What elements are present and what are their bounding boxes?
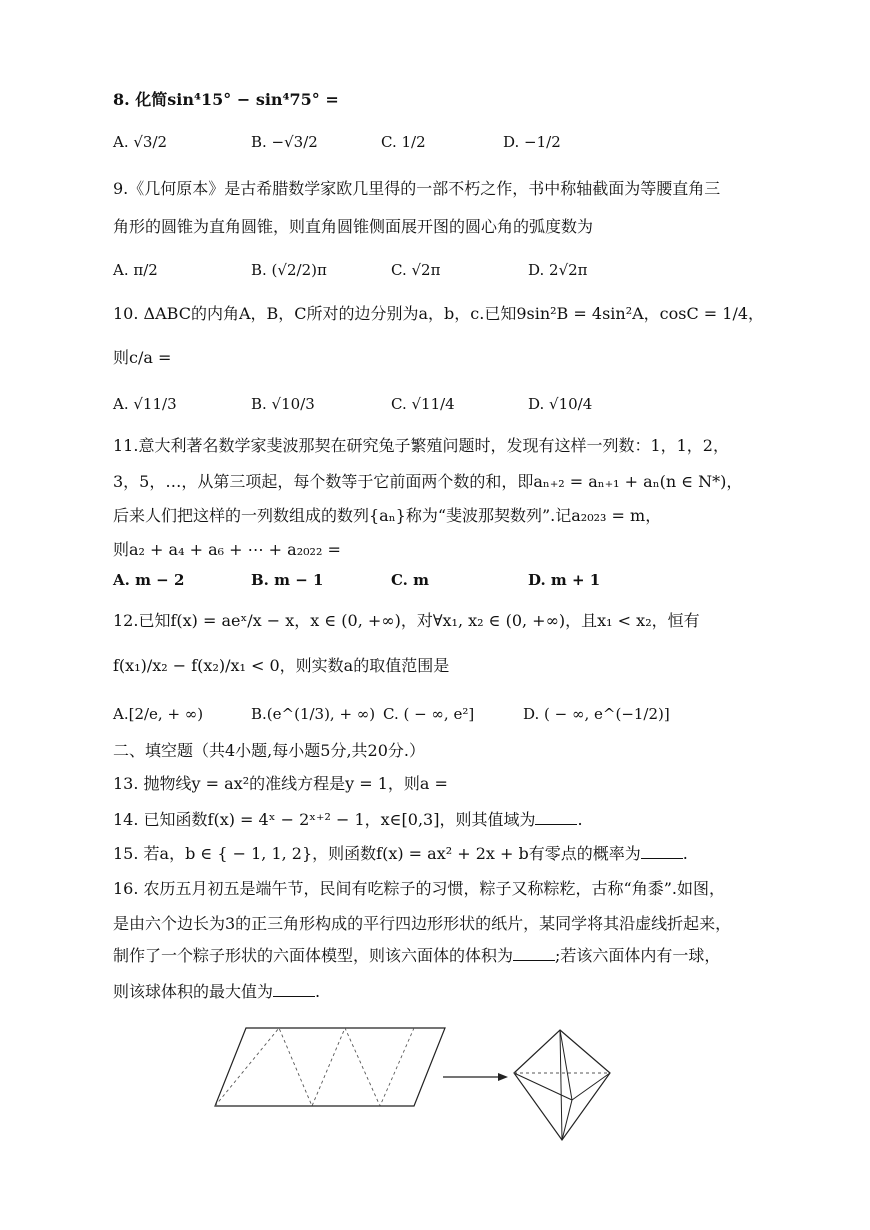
q16-stem-part-b: ;若该六面体内有一球， [555,946,721,965]
q16-figure [200,1020,620,1150]
q12-option-c: C. ( − ∞, e²] [383,705,475,723]
q11-option-a: A. m − 2 [113,571,185,589]
q11-option-d: D. m + 1 [528,571,601,589]
q16-stem-line-4-text: 则该球体积的最大值为 [113,982,274,1001]
q8-option-a: A. √3/2 [113,133,168,151]
q8-option-b: B. −√3/2 [251,133,318,151]
q9-stem-line-1: 9.《几何原本》是古希腊数学家欧几里得的一部不朽之作，书中称轴截面为等腰直角三 [113,179,721,198]
q11-option-c: C. m [391,571,429,589]
q8-option-c: C. 1/2 [381,133,426,151]
hexahedron-edge [514,1073,572,1100]
q15-period: . [682,844,688,863]
q10-option-a: A. √11/3 [113,395,177,413]
hexahedron-edge [560,1030,562,1140]
q15-line [113,842,688,866]
hexahedron-edge [572,1073,610,1100]
q11-option-b: B. m − 1 [251,571,324,589]
q15-stem: 15. 若a，b ∈ { − 1, 1, 2}，则函数f(x) = ax² + 2x + b有零点的概率为 [113,844,641,863]
q11-stem-line-2: 3，5，…，从第三项起，每个数等于它前面两个数的和，即aₙ₊₂ = aₙ₊₁ + aₙ(n ∈ N*)， [113,472,743,491]
q12-option-b: B.(e^(1/3), + ∞) [251,705,376,723]
q12-option-d: D. ( − ∞, e^(−1/2)] [523,705,670,723]
q10-option-c: C. √11/4 [391,395,455,413]
q10-stem-line-1: 10. ΔABC的内角A，B，C所对的边分别为a，b，c.已知9sin²B = 4sin²A，cosC = 1/4， [113,304,765,323]
fold-lines [215,1028,414,1106]
q16-stem-line-2: 是由六个边长为3的正三角形构成的平行四边形形状的纸片，某同学将其沿虚线折起来， [113,914,732,933]
q16-stem-line-4 [113,980,320,1004]
q13-stem: 13. 抛物线y = ax²的准线方程是y = 1，则a = [113,774,448,793]
q14-answer-blank [535,810,577,825]
q16-stem-line-3 [113,944,720,968]
q16-answer-blank-2 [273,982,315,997]
hexahedron-edge [560,1030,572,1100]
q10-option-d: D. √10/4 [528,395,593,413]
q11-stem-line-3: 后来人们把这样的一列数组成的数列{aₙ}称为“斐波那契数列”.记a₂₀₂₃ = m， [113,506,662,525]
q9-option-c: C. √2π [391,261,441,279]
q9-option-b: B. (√2/2)π [251,261,327,279]
q8-stem: 8. 化简sin⁴15° − sin⁴75° = [113,90,339,109]
q10-stem-line-2: 则c/a = [113,348,172,367]
q9-option-a: A. π/2 [113,261,158,279]
arrow-icon [443,1073,508,1081]
q12-stem-line-1: 12.已知f(x) = aeˣ/x − x，x ∈ (0, +∞)，对∀x₁, x₂ ∈ (0, +∞)，且x₁ < x₂，恒有 [113,611,700,630]
q8-option-d: D. −1/2 [503,133,561,151]
q11-stem-line-1: 11.意大利著名数学家斐波那契在研究兔子繁殖问题时，发现有这样一列数：1，1，2， [113,436,729,455]
q16-period: . [315,982,321,1001]
section-heading-fill-in: 二、填空题（共4小题,每小题5分,共20分.） [113,741,425,760]
parallelogram-net [215,1028,445,1106]
q10-option-b: B. √10/3 [251,395,315,413]
q16-answer-blank-1 [513,946,555,961]
q11-stem-line-4: 则a₂ + a₄ + a₆ + ⋯ + a₂₀₂₂ = [113,540,341,559]
q9-option-d: D. 2√2π [528,261,588,279]
q14-line [113,808,583,832]
q12-stem-line-2: f(x₁)/x₂ − f(x₂)/x₁ < 0，则实数a的取值范围是 [113,656,450,675]
q16-stem-part-a: 制作了一个粽子形状的六面体模型，则该六面体的体积为 [113,946,514,965]
parallelogram-outline [215,1028,445,1106]
q14-period: . [577,810,583,829]
q15-answer-blank [641,844,683,859]
q9-stem-line-2: 角形的圆锥为直角圆锥，则直角圆锥侧面展开图的圆心角的弧度数为 [113,217,594,236]
q12-option-a: A.[2/e, + ∞) [113,705,204,723]
q16-stem-line-1: 16. 农历五月初五是端午节，民间有吃粽子的习惯，粽子又称粽籺，古称“角黍”.如图， [113,879,725,898]
q14-stem: 14. 已知函数f(x) = 4ˣ − 2ˣ⁺² − 1，x∈[0,3]，则其值域为 [113,810,536,829]
hexahedron-model [514,1030,610,1140]
